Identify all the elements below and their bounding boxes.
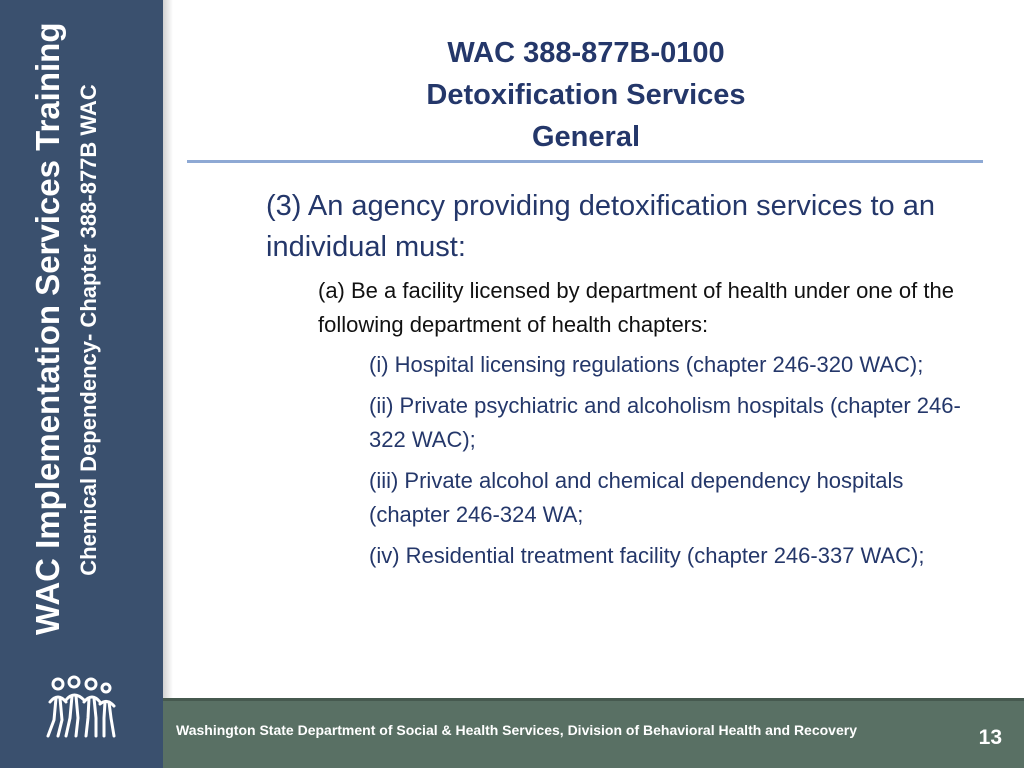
sidebar-subtitle: Chemical Dependency- Chapter 388-877B WAC — [76, 84, 101, 576]
footer-border — [163, 698, 1024, 701]
dshs-family-logo-icon — [44, 674, 118, 740]
footer-text: Washington State Department of Social & Health Services, Division of Behavioral Health and Recovery — [176, 722, 857, 738]
sidebar-title: WAC Implementation Services Training — [29, 22, 66, 635]
sidebar-shadow — [163, 0, 173, 698]
header-code: WAC 388-877B-0100 — [447, 37, 725, 69]
footer-bar — [163, 698, 1024, 768]
subitem-iv: (iv) Residential treatment facility (chapter 246-337 WAC); — [369, 543, 925, 568]
subitem-ii: (ii) Private psychiatric and alcoholism hospitals (chapter 246-322 WAC); — [369, 393, 961, 452]
item-a: (a) Be a facility licensed by department of health under one of the following department of health chapters: — [318, 278, 954, 337]
header-title: Detoxification Services — [426, 79, 746, 111]
page-number: 13 — [978, 726, 1002, 749]
subitem-iii: (iii) Private alcohol and chemical dependency hospitals (chapter 246-324 WA; — [369, 468, 904, 527]
subitem-i: (i) Hospital licensing regulations (chapter 246-320 WAC); — [369, 352, 924, 377]
header-divider — [187, 160, 983, 163]
header-subtitle: General — [532, 121, 640, 153]
sidebar — [0, 0, 163, 768]
slide-header — [190, 32, 982, 158]
slide-body — [266, 186, 966, 580]
lead-paragraph: (3) An agency providing detoxification services to an individual must: — [266, 190, 935, 263]
sidebar-title-block — [26, 22, 136, 635]
